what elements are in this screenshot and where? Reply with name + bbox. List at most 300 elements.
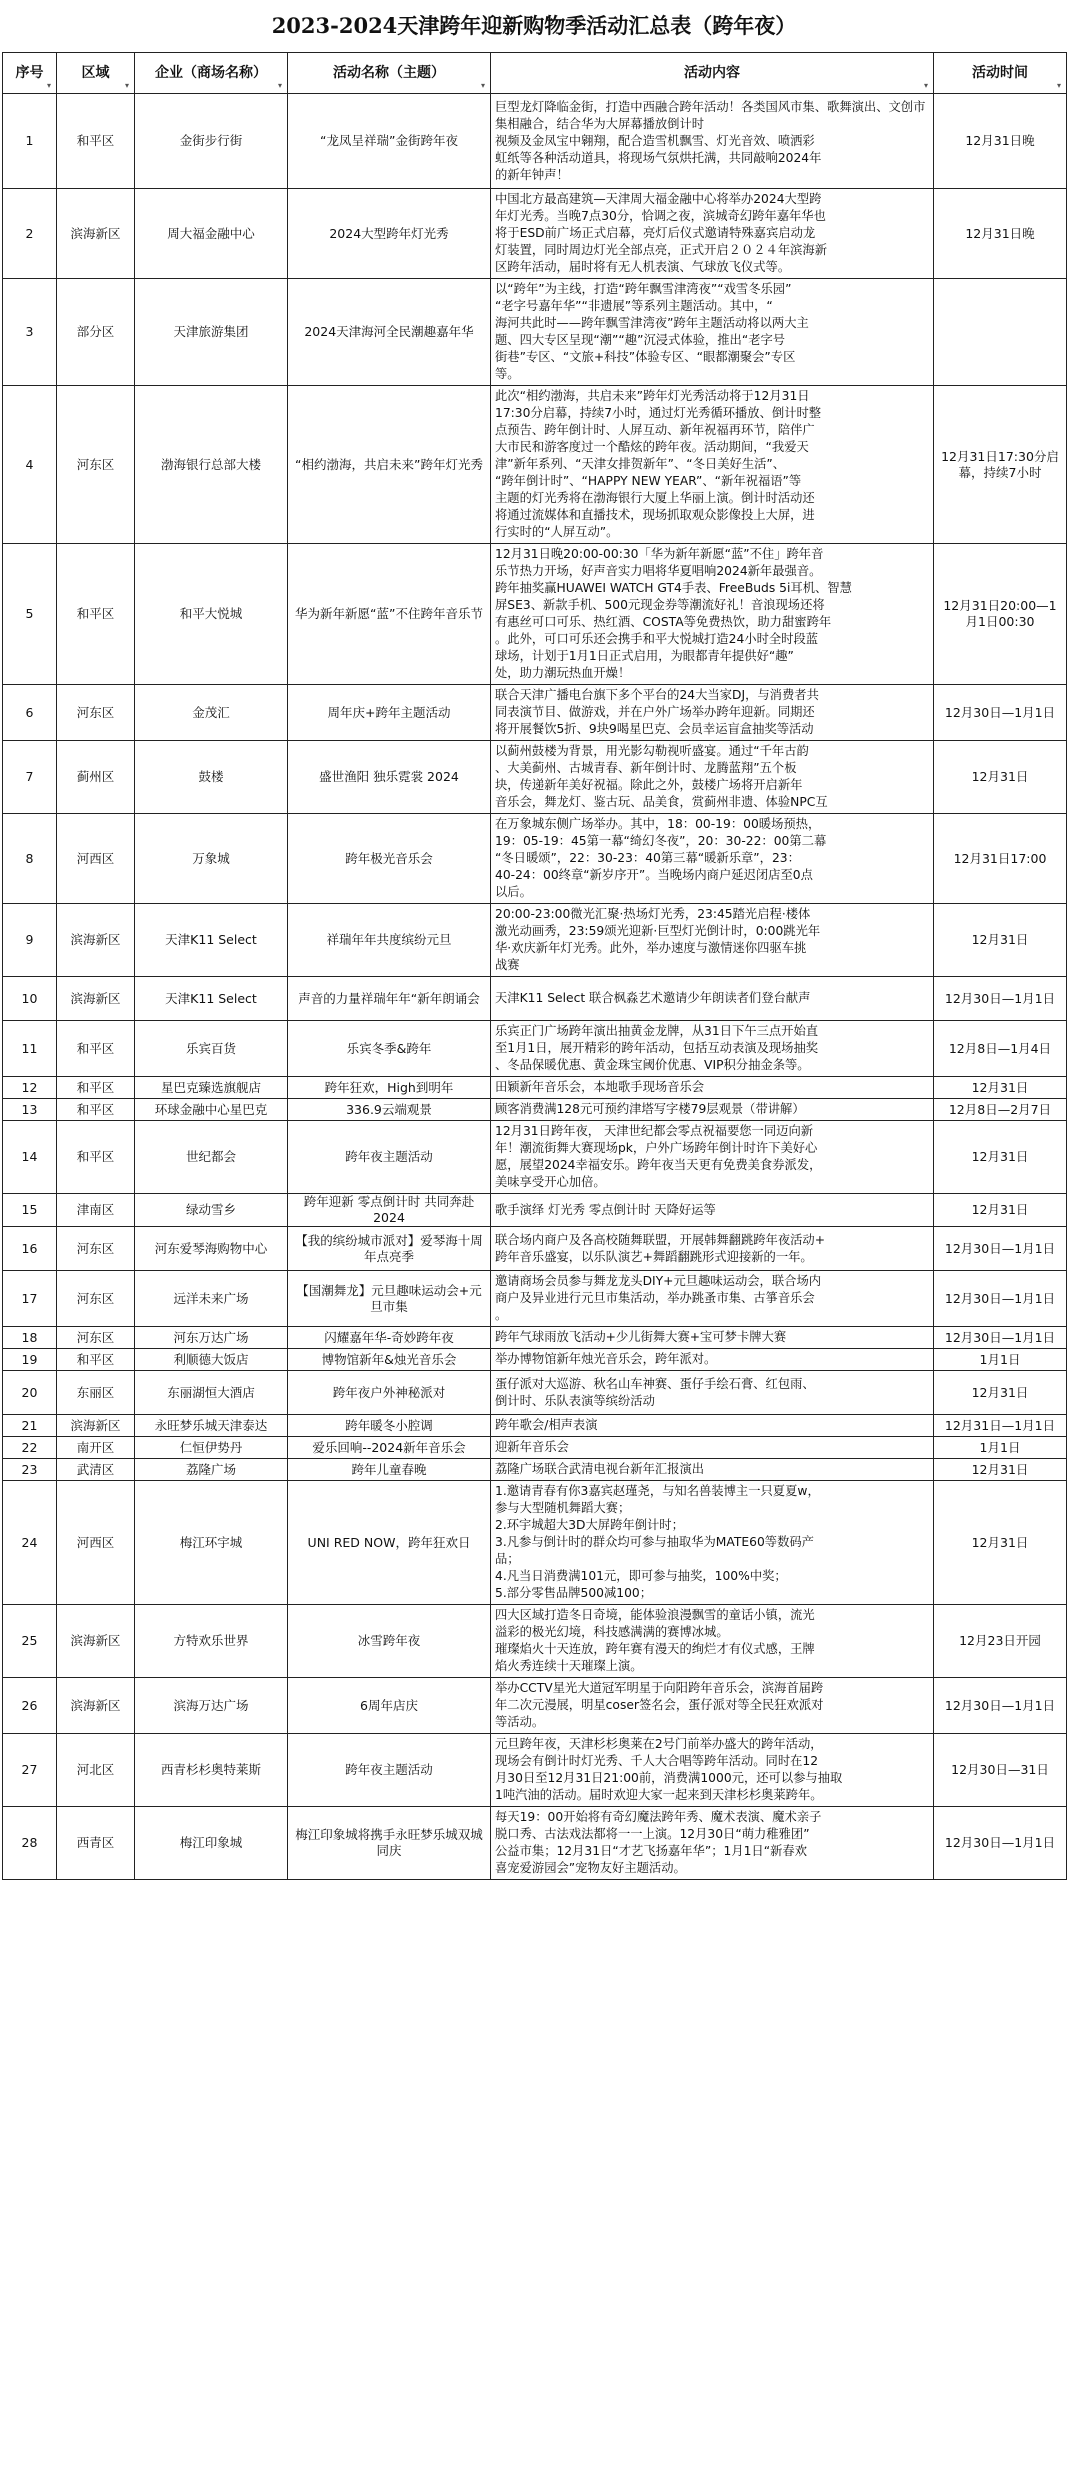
row-activity-name[interactable]: 336.9云端观景 <box>288 1099 491 1121</box>
row-activity-time[interactable]: 12月31日 <box>934 1481 1067 1605</box>
row-activity-time[interactable]: 12月23日开园 <box>934 1605 1067 1678</box>
row-activity-name[interactable]: 跨年夜户外神秘派对 <box>288 1371 491 1415</box>
table-row <box>3 1327 1067 1349</box>
table-row <box>3 1121 1067 1194</box>
content-line: 20:00-23:00微光汇聚·热场灯光秀，23:45踏光启程·楼体 <box>495 907 811 921</box>
row-company[interactable]: 星巴克臻选旗舰店 <box>135 1077 288 1099</box>
content-line: 年灯光秀。当晚7点30分，恰调之夜，滨城奇幻跨年嘉年华也 <box>495 209 826 223</box>
row-activity-time[interactable]: 12月31日 <box>934 1077 1067 1099</box>
row-district[interactable]: 南开区 <box>57 1437 135 1459</box>
content-line: 跨年抽奖赢HUAWEI WATCH GT4手表、FreeBuds 5i耳机、智慧 <box>495 581 852 595</box>
row-company[interactable]: 荔隆广场 <box>135 1459 288 1481</box>
content-line: 、大美蓟州、古城青春、新年倒计时、龙腾蓝翔”五个板 <box>495 761 797 775</box>
row-activity-time[interactable]: 12月31日—1月1日 <box>934 1415 1067 1437</box>
table-row <box>3 1415 1067 1437</box>
content-line: 邀请商场会员参与舞龙龙头DIY+元旦趣味运动会，联合场内 <box>495 1274 822 1288</box>
content-line: 2.环宇城超大3D大屏跨年倒计时； <box>495 1518 684 1532</box>
content-line: 将于ESD前广场正式启幕，亮灯后仪式邀请特殊嘉宾启动龙 <box>495 226 816 240</box>
row-activity-time[interactable] <box>934 279 1067 386</box>
row-company[interactable]: 金茂汇 <box>135 685 288 741</box>
row-company[interactable]: 天津K11 Select <box>135 977 288 1021</box>
row-activity-name[interactable]: UNI RED NOW，跨年狂欢日 <box>288 1481 491 1605</box>
row-company[interactable]: 梅江环宇城 <box>135 1481 288 1605</box>
row-activity-content[interactable] <box>491 1437 934 1459</box>
row-activity-content[interactable] <box>491 544 934 685</box>
content-line: 中国北方最高建筑—天津周大福金融中心将举办2024大型跨 <box>495 192 822 206</box>
table-row <box>3 386 1067 544</box>
row-activity-name[interactable]: 博物馆新年&烛光音乐会 <box>288 1349 491 1371</box>
row-district[interactable]: 河东区 <box>57 1271 135 1327</box>
header-label: 企业（商场名称） <box>155 65 267 81</box>
row-activity-content[interactable] <box>491 1678 934 1734</box>
row-activity-name[interactable]: 跨年迎新 零点倒计时 共同奔赴2024 <box>288 1194 491 1227</box>
row-district[interactable]: 河西区 <box>57 814 135 904</box>
row-number[interactable]: 20 <box>3 1371 57 1415</box>
row-district[interactable]: 滨海新区 <box>57 1415 135 1437</box>
content-line: 现场会有倒计时灯光秀、千人大合唱等跨年活动。同时在12 <box>495 1754 819 1768</box>
content-line: 有惠丝可口可乐、热红酒、COSTA等免费热饮，助力甜蜜跨年 <box>495 615 832 629</box>
table-row <box>3 904 1067 977</box>
row-district[interactable]: 和平区 <box>57 1099 135 1121</box>
row-district[interactable]: 河东区 <box>57 1327 135 1349</box>
table-row <box>3 1481 1067 1605</box>
row-activity-time[interactable]: 12月31日 <box>934 1459 1067 1481</box>
row-activity-time[interactable]: 12月30日—1月1日 <box>934 1327 1067 1349</box>
row-activity-content[interactable] <box>491 279 934 386</box>
row-activity-time[interactable]: 12月31日 <box>934 1121 1067 1194</box>
row-district[interactable]: 和平区 <box>57 1121 135 1194</box>
row-activity-name[interactable]: 跨年暖冬小腔调 <box>288 1415 491 1437</box>
table-row <box>3 1194 1067 1227</box>
row-activity-name[interactable]: 【国潮舞龙】元旦趣味运动会+元旦市集 <box>288 1271 491 1327</box>
row-district[interactable]: 西青区 <box>57 1807 135 1880</box>
content-line: “老字号嘉年华”“非遗展”等系列主题活动。其中，“ <box>495 299 773 313</box>
table-row <box>3 1099 1067 1121</box>
row-district[interactable]: 滨海新区 <box>57 189 135 279</box>
header-row <box>3 53 1067 94</box>
row-activity-time[interactable]: 12月30日—1月1日 <box>934 1271 1067 1327</box>
row-number[interactable]: 16 <box>3 1227 57 1271</box>
row-district[interactable]: 津南区 <box>57 1194 135 1227</box>
content-line: 等活动。 <box>495 1715 545 1729</box>
row-activity-time[interactable]: 12月30日—1月1日 <box>934 977 1067 1021</box>
content-line: 荔隆广场联合武清电视台新年汇报演出 <box>495 1462 705 1476</box>
header-label: 区域 <box>81 65 110 81</box>
content-line: 12月31日跨年夜， 天津世纪都会零点祝福要您一同迈向新 <box>495 1124 814 1138</box>
content-line: 1.邀请青春有你3嘉宾赵瑾尧，与知名兽装博主一只夏夏w， <box>495 1484 820 1498</box>
table-row <box>3 1678 1067 1734</box>
content-line: 每天19：00开始将有奇幻魔法跨年秀、魔术表演、魔术亲子 <box>495 1810 822 1824</box>
row-activity-content[interactable] <box>491 1021 934 1077</box>
row-number[interactable]: 9 <box>3 904 57 977</box>
row-company[interactable]: 鼓楼 <box>135 741 288 814</box>
row-activity-name[interactable]: 2024大型跨年灯光秀 <box>288 189 491 279</box>
table-row <box>3 1807 1067 1880</box>
row-activity-content[interactable] <box>491 814 934 904</box>
row-activity-content[interactable] <box>491 1415 934 1437</box>
row-company[interactable]: 金街步行街 <box>135 94 288 189</box>
content-line: 40-24：00终章“新岁序开”。当晚场内商户延迟闭店至0点 <box>495 868 813 882</box>
row-number[interactable]: 22 <box>3 1437 57 1459</box>
row-activity-content[interactable] <box>491 386 934 544</box>
row-company[interactable]: 天津旅游集团 <box>135 279 288 386</box>
row-company[interactable]: 梅江印象城 <box>135 1807 288 1880</box>
header-label: 活动内容 <box>684 65 740 81</box>
table-row <box>3 544 1067 685</box>
row-number[interactable]: 24 <box>3 1481 57 1605</box>
content-line: 田颖新年音乐会，本地歌手现场音乐会 <box>495 1080 705 1094</box>
table-row <box>3 1459 1067 1481</box>
row-company[interactable]: 西青杉杉奥特莱斯 <box>135 1734 288 1807</box>
row-company[interactable]: 和平大悦城 <box>135 544 288 685</box>
content-line: 街巷”专区、“文旅+科技”体验专区、“眼都潮聚会”专区 <box>495 350 796 364</box>
row-activity-content[interactable] <box>491 1481 934 1605</box>
filter-dropdown-icon[interactable]: ▾ <box>277 81 282 90</box>
content-line: 商户及异业进行元旦市集活动，举办跳蚤市集、古箏音乐会 <box>495 1291 815 1305</box>
content-line: 3.凡参与倒计时的群众均可参与抽取华为MATE60等数码产 <box>495 1535 814 1549</box>
header-company <box>135 53 288 94</box>
content-line: 乐节热力开场，好声音实力唱将华夏唱响2024新年最强音。 <box>495 564 822 578</box>
content-line: 灯装置，同时周边灯光全部点亮，正式开启２０２４年滨海新 <box>495 243 828 257</box>
row-number[interactable]: 4 <box>3 386 57 544</box>
content-line: 视频及金凤宝中翱翔，配合造雪机飘雪、灯光音效、喷洒彩 <box>495 133 815 148</box>
content-line: 月30日至12月31日21:00前，消费满1000元，还可以参与抽取 <box>495 1771 843 1785</box>
row-activity-content[interactable] <box>491 1371 934 1415</box>
row-activity-content[interactable] <box>491 1099 934 1121</box>
content-line: 1吨汽油的活动。届时欢迎大家一起来到天津杉杉奥莱跨年。 <box>495 1788 823 1802</box>
row-district[interactable]: 河东区 <box>57 685 135 741</box>
table-row <box>3 741 1067 814</box>
row-activity-content[interactable] <box>491 1194 934 1227</box>
row-activity-content[interactable] <box>491 1121 934 1194</box>
table-row <box>3 1077 1067 1099</box>
row-activity-content[interactable] <box>491 1327 934 1349</box>
content-line: 屏SE3、新款手机、500元现金券等潮流好礼！音浪现场还将 <box>495 598 825 612</box>
content-line: 点预告、跨年倒计时、人屏互动、新年祝福再环节，陪伴广 <box>495 423 815 437</box>
content-line: 跨年气球雨放飞活动+少儿街舞大赛+宝可梦卡牌大赛 <box>495 1330 787 1344</box>
row-activity-content[interactable] <box>491 189 934 279</box>
row-district[interactable]: 武清区 <box>57 1459 135 1481</box>
row-company[interactable]: 渤海银行总部大楼 <box>135 386 288 544</box>
table-row <box>3 94 1067 189</box>
content-line: 题、四大专区呈现“潮”“趣”沉浸式体验，推出“老字号 <box>495 333 786 347</box>
activity-table <box>2 52 1067 1880</box>
row-district[interactable]: 和平区 <box>57 1021 135 1077</box>
row-number[interactable]: 28 <box>3 1807 57 1880</box>
content-line: 华·欢庆新年灯光秀。此外，举办速度与激情迷你四驱车挑 <box>495 941 807 955</box>
content-line: 以“跨年”为主线，打造“跨年飘雪津湾夜”“戏雪冬乐园” <box>495 282 792 296</box>
row-activity-time[interactable]: 12月30日—1月1日 <box>934 685 1067 741</box>
content-line: 天津K11 Select 联合枫淼艺术邀请少年朗读者们登台献声 <box>495 991 811 1005</box>
content-line: 至1月1日，展开精彩的跨年活动，包括互动表演及现场抽奖 <box>495 1041 819 1055</box>
row-activity-content[interactable] <box>491 1271 934 1327</box>
row-activity-time[interactable]: 12月30日—1月1日 <box>934 1807 1067 1880</box>
content-line: 跨年音乐盛宴，以乐队演艺+舞蹈翻跳形式迎接新的一年。 <box>495 1249 813 1264</box>
content-line: 年！潮流街舞大赛现场pk，户外广场跨年倒计时许下美好心 <box>495 1141 818 1155</box>
content-line: 歌手演绎 灯光秀 零点倒计时 天降好运等 <box>495 1202 716 1217</box>
content-line: 5.部分零售品牌500减100； <box>495 1586 653 1600</box>
row-activity-content[interactable] <box>491 1227 934 1271</box>
row-activity-name[interactable]: 跨年夜主题活动 <box>288 1121 491 1194</box>
row-company[interactable]: 远洋未来广场 <box>135 1271 288 1327</box>
row-activity-time[interactable]: 12月31日 <box>934 904 1067 977</box>
row-company[interactable]: 仁恒伊势丹 <box>135 1437 288 1459</box>
content-line: 元旦跨年夜，天津杉杉奥莱在2号门前举办盛大的跨年活动， <box>495 1737 823 1751</box>
header-district <box>57 53 135 94</box>
row-district[interactable]: 滨海新区 <box>57 1678 135 1734</box>
row-company[interactable]: 周大福金融中心 <box>135 189 288 279</box>
content-line: 焰火秀连续十天璀璨上演。 <box>495 1659 643 1673</box>
row-activity-time[interactable]: 12月31日 <box>934 741 1067 814</box>
content-line: 参与大型随机舞蹈大赛； <box>495 1501 631 1515</box>
filter-dropdown-icon[interactable]: ▾ <box>923 81 928 90</box>
row-activity-name[interactable]: 盛世渔阳 独乐霓裳 2024 <box>288 741 491 814</box>
content-line: 倒计时、乐队表演等缤纷活动 <box>495 1393 655 1408</box>
row-district[interactable]: 滨海新区 <box>57 1605 135 1678</box>
row-number[interactable]: 23 <box>3 1459 57 1481</box>
content-line: 以后。 <box>495 885 532 899</box>
row-activity-time[interactable]: 12月30日—31日 <box>934 1734 1067 1807</box>
content-line: 美味享受开心加倍。 <box>495 1175 606 1189</box>
content-line: 蛋仔派对大巡游、秋名山车神赛、蛋仔手绘石膏、红包雨、 <box>495 1376 815 1391</box>
row-activity-content[interactable] <box>491 94 934 189</box>
content-line: 同表演节目、做游戏，并在户外广场举办跨年迎新。同期还 <box>495 705 815 719</box>
row-activity-name[interactable]: 冰雪跨年夜 <box>288 1605 491 1678</box>
filter-dropdown-icon[interactable]: ▾ <box>1056 81 1061 90</box>
content-line: 璀璨焰火十天连放，跨年赛有漫天的绚烂才有仪式感，王牌 <box>495 1642 815 1656</box>
header-no <box>3 53 57 94</box>
row-number[interactable]: 7 <box>3 741 57 814</box>
row-activity-time[interactable]: 1月1日 <box>934 1349 1067 1371</box>
content-line: 大市民和游客度过一个酷炫的跨年夜。活动期间，“我爱天 <box>495 440 809 454</box>
row-activity-time[interactable]: 12月31日 <box>934 1371 1067 1415</box>
row-number[interactable]: 13 <box>3 1099 57 1121</box>
row-activity-name[interactable]: 跨年儿童春晚 <box>288 1459 491 1481</box>
row-activity-time[interactable]: 12月31日17:30分启幕，持续7小时 <box>934 386 1067 544</box>
row-activity-name[interactable]: 爱乐回响--2024新年音乐会 <box>288 1437 491 1459</box>
row-company[interactable]: 世纪都会 <box>135 1121 288 1194</box>
table-row <box>3 814 1067 904</box>
row-company[interactable]: 天津K11 Select <box>135 904 288 977</box>
row-company[interactable]: 万象城 <box>135 814 288 904</box>
row-company[interactable]: 滨海万达广场 <box>135 1678 288 1734</box>
content-line: 战赛 <box>495 958 520 972</box>
table-row <box>3 1271 1067 1327</box>
content-line: 品； <box>495 1552 520 1566</box>
row-number[interactable]: 26 <box>3 1678 57 1734</box>
row-activity-time[interactable]: 12月8日—1月4日 <box>934 1021 1067 1077</box>
table-row <box>3 1371 1067 1415</box>
row-number[interactable]: 18 <box>3 1327 57 1349</box>
row-activity-name[interactable]: 梅江印象城将携手永旺梦乐城双城同庆 <box>288 1807 491 1880</box>
row-activity-time[interactable]: 12月31日17:00 <box>934 814 1067 904</box>
filter-dropdown-icon[interactable]: ▾ <box>46 81 51 90</box>
row-number[interactable]: 3 <box>3 279 57 386</box>
row-company[interactable]: 环球金融中心星巴克 <box>135 1099 288 1121</box>
table-row <box>3 685 1067 741</box>
row-activity-name[interactable]: “龙凤呈祥瑞”金街跨年夜 <box>288 94 491 189</box>
content-line: 激光动画秀，23:59颂光迎新·巨型灯光倒计时，0:00跳光年 <box>495 924 821 938</box>
row-activity-time[interactable]: 12月31日 <box>934 1194 1067 1227</box>
content-line: 海河共此时——跨年飘雪津湾夜”跨年主题活动将以两大主 <box>495 316 809 330</box>
row-district[interactable]: 和平区 <box>57 544 135 685</box>
table-row <box>3 1437 1067 1459</box>
row-activity-name[interactable]: 闪耀嘉年华-奇妙跨年夜 <box>288 1327 491 1349</box>
header-label: 活动名称（主题） <box>333 65 445 81</box>
content-line: 喜宠爱游园会”宠物友好主题活动。 <box>495 1861 686 1875</box>
row-activity-content[interactable] <box>491 1349 934 1371</box>
row-district[interactable]: 河西区 <box>57 1481 135 1605</box>
row-activity-name[interactable]: 跨年极光音乐会 <box>288 814 491 904</box>
row-activity-time[interactable]: 12月31日晚 <box>934 94 1067 189</box>
row-company[interactable]: 河东万达广场 <box>135 1327 288 1349</box>
content-line: 举办CCTV星光大道冠军明星于向阳跨年音乐会，滨海首届跨 <box>495 1681 824 1695</box>
content-line: 顾客消费满128元可预约津塔写字楼79层观景（带讲解） <box>495 1102 805 1116</box>
row-number[interactable]: 14 <box>3 1121 57 1194</box>
content-line: 12月31日晚20:00-00:30「华为新年新愿“蓝”不住」跨年音 <box>495 547 824 561</box>
row-activity-content[interactable] <box>491 1077 934 1099</box>
row-activity-content[interactable] <box>491 1734 934 1807</box>
row-district[interactable]: 和平区 <box>57 94 135 189</box>
row-company[interactable]: 绿动雪乡 <box>135 1194 288 1227</box>
table-row <box>3 1605 1067 1678</box>
row-number[interactable]: 25 <box>3 1605 57 1678</box>
content-line: “冬日暖颂”，22：30-23：40第三幕“暖新乐章”，23： <box>495 851 800 865</box>
content-line: 。 <box>495 1308 508 1322</box>
row-district[interactable]: 东丽区 <box>57 1371 135 1415</box>
table-body <box>3 94 1067 1880</box>
row-company[interactable]: 东丽湖恒大酒店 <box>135 1371 288 1415</box>
table-row <box>3 1734 1067 1807</box>
row-activity-content[interactable] <box>491 1605 934 1678</box>
row-number[interactable]: 21 <box>3 1415 57 1437</box>
row-district[interactable]: 滨海新区 <box>57 977 135 1021</box>
table-row <box>3 1349 1067 1371</box>
content-line: 17:30分启幕，持续7小时，通过灯光秀循环播放、倒计时整 <box>495 406 822 420</box>
content-line: 脱口秀、古法戏法都将一一上演。12月30日“萌力稚雅团” <box>495 1827 810 1841</box>
row-district[interactable]: 河东区 <box>57 1227 135 1271</box>
row-activity-time[interactable]: 12月30日—1月1日 <box>934 1678 1067 1734</box>
content-line: 四大区域打造冬日奇境，能体验浪漫飘雪的童话小镇，流光 <box>495 1608 815 1622</box>
header-activity-content <box>491 53 934 94</box>
table-row <box>3 1021 1067 1077</box>
row-activity-content[interactable] <box>491 977 934 1021</box>
row-number[interactable]: 15 <box>3 1194 57 1227</box>
content-line: 津”新年系列、“天津女排贺新年”、“冬日美好生活”、 <box>495 457 786 471</box>
header-label: 序号 <box>15 65 44 81</box>
row-number[interactable]: 12 <box>3 1077 57 1099</box>
content-line: 举办博物馆新年烛光音乐会，跨年派对。 <box>495 1352 717 1366</box>
table-row <box>3 1227 1067 1271</box>
content-line: 、冬品保暖优惠、黄金珠宝阈价优惠、VIP积分抽金条等。 <box>495 1058 810 1072</box>
row-activity-name[interactable]: “相约渤海，共启未来”跨年灯光秀 <box>288 386 491 544</box>
content-line: 音乐会，舞龙灯、鉴古玩、品美食，赏蓟州非遗、体验NPC互 <box>495 795 828 809</box>
content-line: 将通过流媒体和直播技术，现场抓取观众影像投上大屏，进 <box>495 508 815 522</box>
row-district[interactable]: 和平区 <box>57 1349 135 1371</box>
row-activity-time[interactable]: 12月31日晚 <box>934 189 1067 279</box>
row-number[interactable]: 5 <box>3 544 57 685</box>
row-activity-time[interactable]: 12月31日20:00—1月1日00:30 <box>934 544 1067 685</box>
row-activity-content[interactable] <box>491 904 934 977</box>
content-line: 块，传递新年美好祝福。除此之外，鼓楼广场将开启新年 <box>495 778 803 792</box>
row-number[interactable]: 8 <box>3 814 57 904</box>
content-line: 跨年歌会/相声表演 <box>495 1418 598 1432</box>
row-activity-name[interactable]: 2024天津海河全民潮趣嘉年华 <box>288 279 491 386</box>
content-line: 年二次元漫展，明星coser签名会，蛋仔派对等全民狂欢派对 <box>495 1698 824 1712</box>
content-line: 公益市集；12月31日“才艺飞扬嘉年华”；1月1日“新春欢 <box>495 1844 807 1858</box>
table-row <box>3 189 1067 279</box>
row-number[interactable]: 6 <box>3 685 57 741</box>
filter-dropdown-icon[interactable]: ▾ <box>480 81 485 90</box>
row-activity-content[interactable] <box>491 741 934 814</box>
row-activity-time[interactable]: 12月30日—1月1日 <box>934 1227 1067 1271</box>
content-line: 区跨年活动，届时将有无人机表演、气球放飞仪式等。 <box>495 260 791 274</box>
header-activity-time <box>934 53 1067 94</box>
content-line: 虹纸等各种活动道具，将现场气氛烘托满，共同敲响2024年 <box>495 150 822 165</box>
content-line: 19：05-19：45第一幕“绮幻冬夜”，20：30-22：00第二幕 <box>495 834 827 848</box>
row-district[interactable]: 滨海新区 <box>57 904 135 977</box>
content-line: 4.凡当日消费满101元，即可参与抽奖，100%中奖； <box>495 1569 787 1583</box>
row-activity-name[interactable]: 6周年店庆 <box>288 1678 491 1734</box>
row-activity-content[interactable] <box>491 1807 934 1880</box>
row-activity-time[interactable]: 12月8日—2月7日 <box>934 1099 1067 1121</box>
row-number[interactable]: 1 <box>3 94 57 189</box>
content-line: 此次“相约渤海，共启未来”跨年灯光秀活动将于12月31日 <box>495 389 810 403</box>
row-district[interactable]: 部分区 <box>57 279 135 386</box>
content-line: 愿，展望2024幸福安乐。跨年夜当天更有免费美食券派发， <box>495 1158 822 1172</box>
row-district[interactable]: 河东区 <box>57 386 135 544</box>
row-company[interactable]: 利顺德大饭店 <box>135 1349 288 1371</box>
content-line: 在万象城东侧广场举办。其中，18：00-19：00暖场预热， <box>495 817 821 831</box>
content-line: “跨年倒计时”、“HAPPY NEW YEAR”、“新年祝福语”等 <box>495 474 802 488</box>
row-number[interactable]: 11 <box>3 1021 57 1077</box>
row-number[interactable]: 19 <box>3 1349 57 1371</box>
row-number[interactable]: 17 <box>3 1271 57 1327</box>
row-company[interactable]: 乐宾百货 <box>135 1021 288 1077</box>
row-number[interactable]: 10 <box>3 977 57 1021</box>
content-line: 联合场内商户及各高校随舞联盟，开展韩舞翻跳跨年夜活动+ <box>495 1232 826 1247</box>
row-activity-name[interactable]: 乐宾冬季&跨年 <box>288 1021 491 1077</box>
row-company[interactable]: 河东爱琴海购物中心 <box>135 1227 288 1271</box>
row-activity-name[interactable]: 周年庆+跨年主题活动 <box>288 685 491 741</box>
content-line: 行实时的“人屏互动”。 <box>495 525 619 539</box>
content-line: 处，助力潮玩热血开燥！ <box>495 666 631 680</box>
row-activity-content[interactable] <box>491 1459 934 1481</box>
content-line: 巨型龙灯降临金街，打造中西融合跨年活动！各类国风市集、歌舞演出、文创市集相融合，结合华为大屏幕播放倒计时 <box>495 99 926 131</box>
content-line: 将开展餐饮5折、9块9喝星巴克、会员幸运盲盒抽奖等活动 <box>495 722 814 736</box>
row-activity-name[interactable]: 声音的力量祥瑞年年“新年朗诵会 <box>288 977 491 1021</box>
row-activity-name[interactable]: 华为新年新愿“蓝”不住跨年音乐节 <box>288 544 491 685</box>
row-activity-name[interactable]: 【我的缤纷城市派对】爱琴海十周年点亮季 <box>288 1227 491 1271</box>
content-line: 球场，计划于1月1日正式启用，为眼都青年提供好“趣” <box>495 649 794 663</box>
row-activity-name[interactable]: 跨年狂欢，High到明年 <box>288 1077 491 1099</box>
filter-dropdown-icon[interactable]: ▾ <box>124 81 129 90</box>
table-row <box>3 977 1067 1021</box>
content-line: 乐宾正门广场跨年演出抽黄金龙牌，从31日下午三点开始直 <box>495 1024 819 1038</box>
row-district[interactable]: 河北区 <box>57 1734 135 1807</box>
row-activity-content[interactable] <box>491 685 934 741</box>
content-line: 联合天津广播电台旗下多个平台的24大当家DJ，与消费者共 <box>495 688 819 702</box>
row-activity-time[interactable]: 1月1日 <box>934 1437 1067 1459</box>
row-number[interactable]: 27 <box>3 1734 57 1807</box>
row-district[interactable]: 和平区 <box>57 1077 135 1099</box>
row-activity-name[interactable]: 祥瑞年年共度缤纷元旦 <box>288 904 491 977</box>
row-activity-name[interactable]: 跨年夜主题活动 <box>288 1734 491 1807</box>
row-company[interactable]: 永旺梦乐城天津泰达 <box>135 1415 288 1437</box>
row-company[interactable]: 方特欢乐世界 <box>135 1605 288 1678</box>
row-district[interactable]: 蓟州区 <box>57 741 135 814</box>
row-number[interactable]: 2 <box>3 189 57 279</box>
